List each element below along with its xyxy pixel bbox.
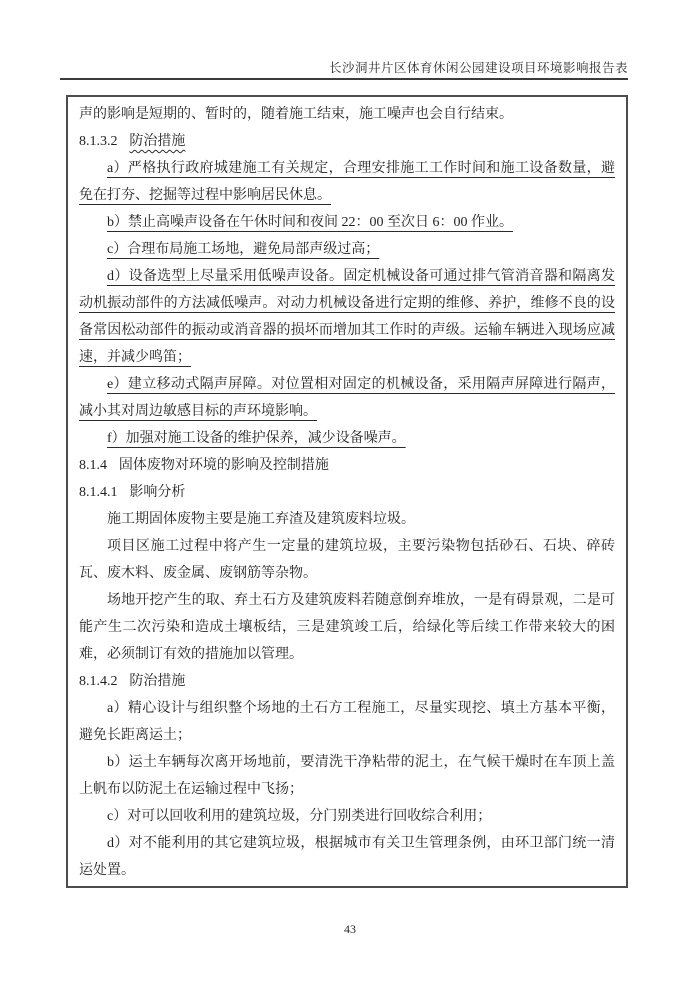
heading-number: 8.1.4 bbox=[79, 458, 107, 473]
paragraph-continuation: 声的影响是短期的、暂时的，随着施工结束，施工噪声也会自行结束。 bbox=[79, 107, 513, 122]
paragraph-solid-waste-3: 场地开挖产生的取、弃土石方及建筑废料若随意倒弃堆放，一是有碍景观，二是可能产生二次污染和造成土壤板结，三是建筑竣工后，给绿化等后续工作带来较大的困难，必须制订有效的措施加以管理。 bbox=[79, 593, 615, 662]
header-rule bbox=[60, 78, 628, 80]
list-item-b-waste: b）运土车辆每次离开场地前，要清洗干净粘带的泥土，在气候干燥时在车顶上盖上帆布以防泥土在运输过程中飞扬； bbox=[79, 755, 615, 797]
paragraph-solid-waste-1: 施工期固体废物主要是施工弃渣及建筑废料垃圾。 bbox=[107, 512, 415, 527]
heading-title: 影响分析 bbox=[129, 485, 186, 500]
list-item-f-noise: f）加强对施工设备的维护保养，减少设备噪声。 bbox=[107, 431, 406, 446]
heading-number: 8.1.4.1 bbox=[79, 485, 118, 500]
running-header-title: 长沙洞井片区体育休闲公园建设项目环境影响报告表 bbox=[328, 61, 628, 75]
list-item-c-waste: c）对可以回收利用的建筑垃圾，分门别类进行回收综合利用； bbox=[107, 809, 492, 824]
content-box bbox=[66, 95, 628, 888]
list-item-d-noise: d）设备选型上尽量采用低噪声设备。固定机械设备可通过排气管消音器和隔离发动机振动部件的方法减低噪声。对动力机械设备进行定期的维修、养护，维修不良的设备常因松动部件的振动或消音器的损坏而增加其工作时的声级。运输车辆进入现场应减速，并减少鸣笛； bbox=[79, 269, 615, 365]
heading-title: 防治措施 bbox=[129, 134, 186, 149]
list-item-a-waste: a）精心设计与组织整个场地的土石方工程施工，尽量实现挖、填土方基本平衡，避免长距离运土； bbox=[79, 701, 615, 743]
section-heading-8-1-4 bbox=[79, 452, 615, 479]
section-heading-8-1-4-1 bbox=[79, 479, 615, 506]
running-header bbox=[60, 58, 628, 76]
heading-number: 8.1.3.2 bbox=[79, 134, 118, 149]
heading-number: 8.1.4.2 bbox=[79, 674, 118, 689]
section-heading-8-1-3-2 bbox=[79, 128, 615, 155]
list-item-b-noise: b）禁止高噪声设备在午休时间和夜间 22：00 至次日 6：00 作业。 bbox=[107, 215, 513, 230]
paragraph-solid-waste-2: 项目区施工过程中将产生一定量的建筑垃圾，主要污染物包括砂石、石块、碎砖瓦、废木料、废金属、废钢筋等杂物。 bbox=[79, 539, 615, 581]
page-number: 43 bbox=[344, 922, 356, 936]
list-item-d-waste: d）对不能利用的其它建筑垃圾，根据城市有关卫生管理条例，由环卫部门统一清运处置。 bbox=[79, 836, 615, 878]
list-item-a-noise: a）严格执行政府城建施工有关规定，合理安排施工工作时间和施工设备数量，避免在打夯、挖掘等过程中影响居民休息。 bbox=[79, 161, 615, 203]
heading-title: 防治措施 bbox=[129, 674, 186, 689]
heading-title: 固体废物对环境的影响及控制措施 bbox=[118, 458, 329, 473]
list-item-c-noise: c）合理布局施工场地，避免局部声级过高； bbox=[107, 242, 380, 257]
list-item-e-noise: e）建立移动式隔声屏障。对位置相对固定的机械设备，采用隔声屏障进行隔声，减小其对周边敏感目标的声环境影响。 bbox=[79, 377, 615, 419]
section-heading-8-1-4-2 bbox=[79, 668, 615, 695]
